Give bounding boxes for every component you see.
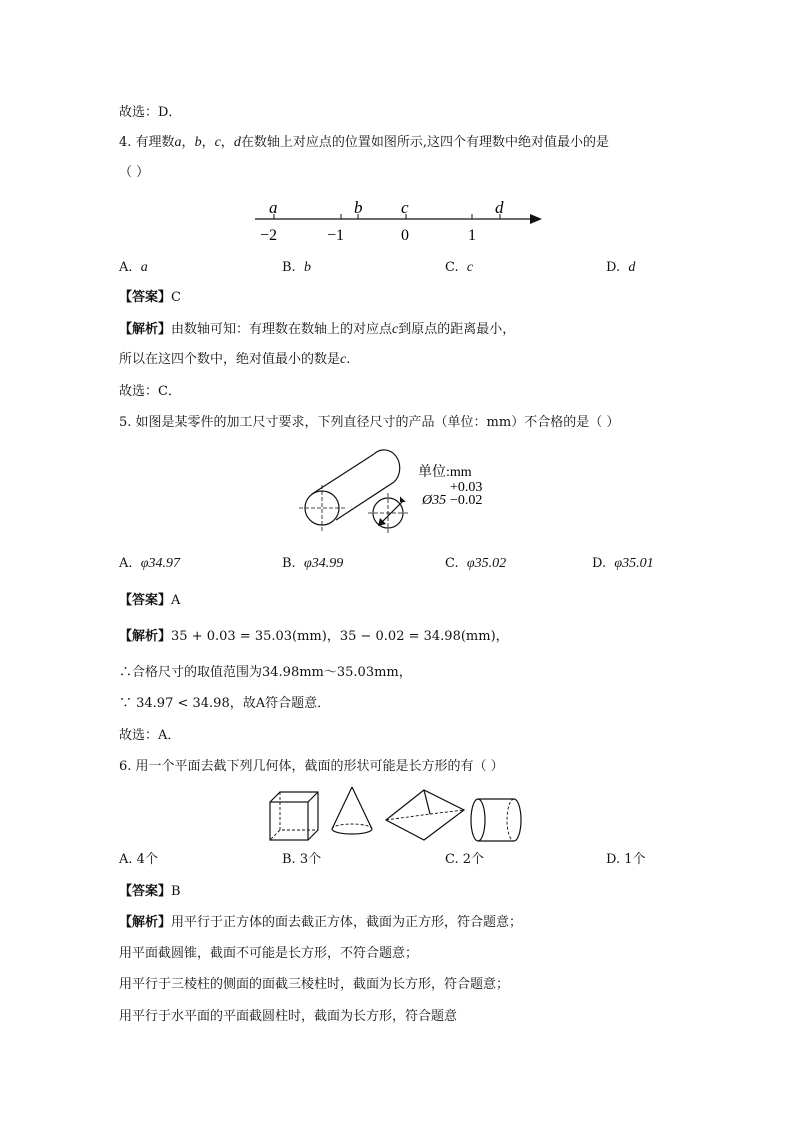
cylinder-part-figure (296, 444, 506, 536)
q6-analysis-3: 用平行于三棱柱的侧面的面截三棱柱时，截面为长方形，符合题意； (119, 977, 510, 992)
answer-tag: 【答案】 (119, 290, 172, 305)
answer-value: A (171, 593, 181, 608)
analysis-text: 所以在这四个数中，绝对值最小的数是 (119, 352, 341, 367)
q4-paren: （ ） (119, 165, 150, 180)
q4-var-b: b (194, 135, 202, 150)
option-value: φ35.02 (466, 556, 507, 571)
option-label: C. (445, 260, 459, 275)
q5-analysis-2: ∴合格尺寸的取值范围为34.98mm～35.03mm， (119, 665, 412, 680)
q4-stem-prefix: 4. 有理数 (119, 135, 175, 150)
option-label: D. (606, 260, 621, 275)
option-value: φ34.97 (140, 556, 181, 571)
option-label: D. (606, 852, 621, 867)
axis-letter-a: a (269, 198, 278, 217)
axis-number-0: 0 (401, 227, 409, 244)
analysis-tag: 【解析】 (119, 629, 172, 644)
option-label: B. (282, 260, 296, 275)
q5-stem: 5. 如图是某零件的加工尺寸要求，下列直径尺寸的产品（单位：mm）不合格的是（ ） (119, 415, 620, 430)
answer-tag: 【答案】 (119, 593, 172, 608)
q4-var-a: a (174, 135, 182, 150)
option-label: A. (119, 556, 133, 571)
axis-number-1: 1 (468, 227, 476, 244)
axis-letter-b: b (354, 198, 363, 217)
q4-option-c (445, 259, 473, 277)
answer-tag: 【答案】 (119, 884, 172, 899)
analysis-var: c (340, 352, 347, 367)
q6-option-d (606, 851, 646, 869)
q5-option-c (445, 555, 506, 573)
q5-conclusion: 故选：A． (119, 728, 181, 743)
option-value: a (140, 260, 148, 275)
q4-option-a (119, 259, 148, 277)
q6-stem: 6. 用一个平面去截下列几何体，截面的形状可能是长方形的有（ ） (119, 759, 504, 774)
axis-number-neg1: −1 (327, 227, 345, 244)
q4-sep: ， (181, 135, 195, 150)
q4-var-d: d (233, 135, 241, 150)
option-value: 3个 (299, 852, 322, 867)
q4-analysis-1 (119, 321, 515, 339)
option-label: C. (445, 556, 459, 571)
fig-upper-tolerance: +0.03 (450, 480, 483, 495)
q5-analysis-1 (119, 628, 509, 646)
analysis-text: 35 + 0.03 = 35.03(mm)，35 − 0.02 = 34.98(mm)， (171, 629, 509, 644)
q6-option-a (119, 851, 158, 869)
option-value: c (466, 260, 474, 275)
q6-option-b (282, 851, 321, 869)
number-line-figure (250, 193, 550, 247)
q5-option-b (282, 555, 343, 573)
option-value: d (628, 260, 636, 275)
q4-conclusion: 故选：C． (119, 384, 181, 399)
axis-letter-d: d (495, 198, 504, 217)
q6-analysis-4: 用平行于水平面的平面截圆柱时，截面为长方形，符合题意 (119, 1009, 458, 1024)
q5-option-a (119, 555, 180, 573)
option-label: D. (592, 556, 607, 571)
option-label: B. (282, 852, 296, 867)
option-value: 1个 (624, 852, 646, 867)
answer-value: B (171, 884, 181, 899)
q4-sep: ， (220, 135, 234, 150)
option-label: B. (282, 556, 296, 571)
option-value: φ35.01 (614, 556, 654, 571)
q6-analysis-2: 用平面截圆锥，截面不可能是长方形，不符合题意； (119, 946, 419, 961)
q4-analysis-2 (119, 351, 350, 369)
q4-answer (119, 289, 181, 307)
solids-figure (266, 784, 526, 844)
fig-unit: 单位:mm (418, 465, 472, 480)
answer-value: C (171, 290, 181, 305)
q5-option-d (592, 555, 654, 573)
axis-number-neg2: −2 (260, 227, 278, 244)
q4-sep: ， (201, 135, 215, 150)
analysis-tag: 【解析】 (119, 322, 172, 337)
q6-analysis-1 (119, 914, 522, 932)
analysis-tag: 【解析】 (119, 915, 172, 930)
q4-stem (119, 134, 609, 152)
analysis-text: 由数轴可知：有理数在数轴上的对应点 (171, 322, 393, 337)
q4-stem-suffix: 在数轴上对应点的位置如图所示,这四个有理数中绝对值最小的是 (240, 135, 609, 150)
analysis-text: . (346, 352, 351, 367)
option-value: 2个 (462, 852, 485, 867)
analysis-text: 到原点的距离最小， (398, 322, 516, 337)
q4-option-b (282, 259, 311, 277)
q3-conclusion: 故选：D． (119, 105, 182, 120)
option-value: φ34.99 (303, 556, 344, 571)
analysis-text: 用平行于正方体的面去截正方体，截面为正方形，符合题意； (171, 915, 523, 930)
q4-option-d (606, 259, 635, 277)
option-label: C. (445, 852, 459, 867)
q4-var-c: c (214, 135, 221, 150)
option-value: 4个 (136, 852, 158, 867)
option-label: A. (119, 260, 133, 275)
q5-analysis-3: ∵ 34.97 < 34.98，故A符合题意． (119, 696, 331, 711)
fig-lower-tolerance: −0.02 (450, 493, 483, 508)
q5-answer (119, 592, 180, 610)
option-value: b (303, 260, 311, 275)
fig-base-diameter: Ø35 (422, 493, 447, 508)
axis-letter-c: c (401, 198, 409, 217)
q6-option-c (445, 851, 484, 869)
analysis-var: c (392, 322, 399, 337)
option-label: A. (119, 852, 133, 867)
q6-answer (119, 883, 181, 901)
